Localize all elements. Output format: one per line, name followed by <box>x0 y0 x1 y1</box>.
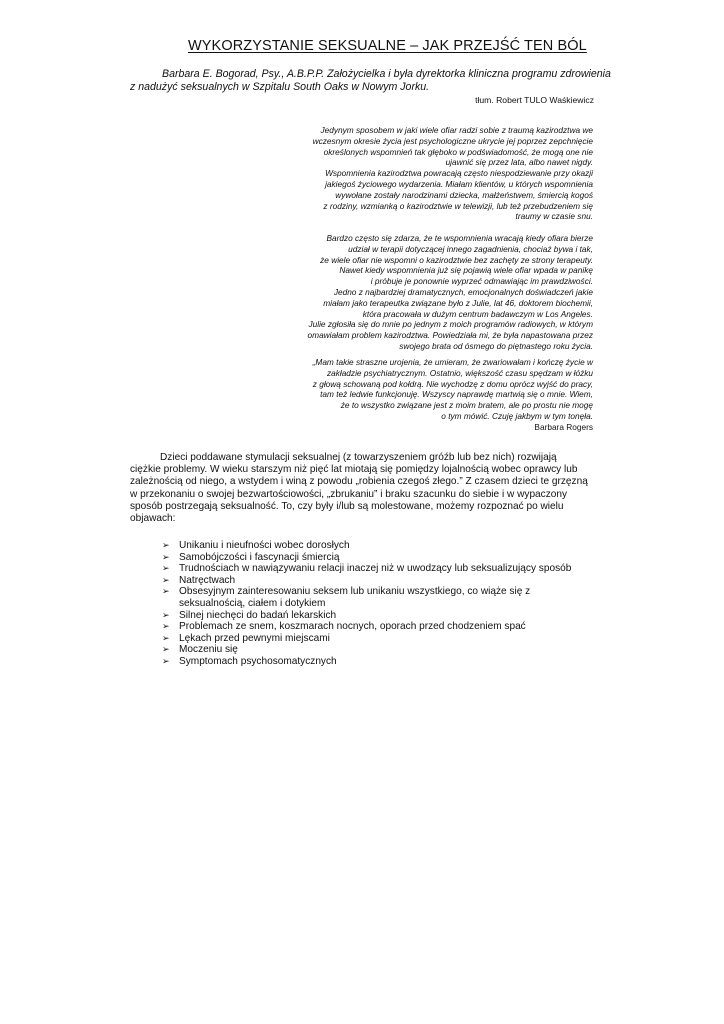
list-item-text: seksualnością, ciałem i dotykiem <box>179 597 326 609</box>
quote-block <box>250 233 593 352</box>
list-item <box>162 633 602 645</box>
quote-line: wywołane zostały narodzinami dziecka, małżeństwem, śmiercią kogoś <box>335 189 593 200</box>
list-item-text: Natręctwach <box>179 574 236 586</box>
list-item <box>162 610 602 622</box>
body-line: w przekonaniu o swojej bezwartościowości, „zbrukaniu” i braku szacunku do siebie i w wypaczony <box>130 488 568 500</box>
quote-line: jakiegoś życiowego wydarzenia. Miałam klientów, u których wspomnienia <box>325 178 593 189</box>
list-item-text: Trudnościach w nawiązywaniu relacji inaczej niż w uwodzący lub seksualizujący sposób <box>179 563 572 575</box>
arrow-bullet-icon: ➢ <box>162 551 170 562</box>
list-item <box>162 621 602 633</box>
arrow-bullet-icon: ➢ <box>162 644 170 655</box>
quote-line: z głową schowaną pod kołdrą. Nie wychodzę z domu oprócz wyjść do pracy, <box>312 378 593 389</box>
list-item <box>162 586 602 609</box>
quote-line: omawiałam problem kazirodztwa. Powiedziała mi, że była napastowana przez <box>307 330 593 341</box>
quote-line: zakładzie psychiatrycznym. Ostatnio, większość czasu spędzam w łóżku <box>326 367 593 378</box>
quote-line: i próbuje je ponownie wyprzeć odmawiając im prawdziwości. <box>370 276 593 287</box>
arrow-bullet-icon: ➢ <box>162 540 170 550</box>
quote-attribution: Barbara Rogers <box>534 421 593 432</box>
quote-line: traumy w czasie snu. <box>515 211 593 222</box>
list-item <box>162 575 602 587</box>
list-item-text: Silnej niechęci do badań lekarskich <box>179 609 337 621</box>
arrow-bullet-icon: ➢ <box>162 609 170 620</box>
author-line: Barbara E. Bogorad, Psy., A.B.P.P. Założycielka i była dyrektorka kliniczna programu zdrowienia <box>162 68 611 80</box>
quote-line: wczesnym okresie życia jest psychologiczne ukrycie jej poprzez zepchnięcie <box>312 135 593 146</box>
quote-line: Bardzo często się zdarza, że te wspomnienia wracają kiedy ofiara bierze <box>326 233 593 243</box>
list-item-text: Symptomach psychosomatycznych <box>179 655 337 667</box>
list-item <box>162 656 602 668</box>
list-item <box>162 540 602 552</box>
quote-line: Jedno z najbardziej dramatycznych, emocjonalnych doświadczeń jakie <box>333 286 593 297</box>
quote-line: Julie zgłosiła się do mnie po jednym z moich programów radiowych, w którym <box>308 319 593 330</box>
body-line: zależnością od niego, a wstydem i winą z powodu „robienia czegoś złego.” Z czasem dzieci te grzęzną <box>130 476 588 488</box>
list-item <box>162 563 602 575</box>
quote-line: Jedynym sposobem w jaki wiele ofiar radzi sobie z traumą kazirodztwa we <box>320 125 593 135</box>
arrow-bullet-icon: ➢ <box>162 563 170 574</box>
symptom-list <box>162 540 602 668</box>
list-item-text: Problemach ze snem, koszmarach nocnych, oporach przed chodzeniem spać <box>179 621 526 633</box>
list-item-text: Lękach przed pewnymi miejscami <box>179 632 330 644</box>
list-item <box>162 644 602 656</box>
list-item-text: Unikaniu i nieufności wobec dorosłych <box>179 540 350 551</box>
arrow-bullet-icon: ➢ <box>162 621 170 632</box>
quote-line: swojego brata od ósmego do piętnastego roku życia. <box>399 340 593 351</box>
quote-line: która pracowała w dużym centrum badawczym w Los Angeles. <box>362 308 593 319</box>
list-item-text: Obsesyjnym zainteresowaniu seksem lub unikaniu wszystkiego, co wiąże się z <box>179 586 531 598</box>
quote-line: udział w terapii dotyczącej innego zagadnienia, chociaż bywa i tak, <box>348 243 593 254</box>
author-line: z nadużyć seksualnych w Szpitalu South Oaks w Nowym Jorku. <box>130 81 430 93</box>
body-line: objawach: <box>130 513 176 525</box>
quote-line: tam też ledwie funkcjonuję. Wszyscy naprawdę martwią się o mnie. Wiem, <box>320 389 593 400</box>
author-byline <box>130 68 611 94</box>
quote-line: ujawnić się przez lata, albo nawet nigdy. <box>445 157 593 168</box>
arrow-bullet-icon: ➢ <box>162 574 170 585</box>
arrow-bullet-icon: ➢ <box>162 655 170 666</box>
body-line: ciężkie problemy. W wieku starszym niż pięć lat miotają się pomiędzy lojalnością wobec oprawcy lub <box>130 464 578 476</box>
quote-line: Nawet kiedy wspomnienia już się pojawią wiele ofiar wpada w panikę <box>339 265 593 276</box>
arrow-bullet-icon: ➢ <box>162 632 170 643</box>
quote-block <box>250 357 593 433</box>
quote-line: z rodziny, wzmianką o kazirodztwie w telewizji, lub też przebudzeniem się <box>323 200 593 211</box>
quote-line: „Mam takie straszne urojenia, że umieram, że zwariowałam i kończę życie w <box>312 357 593 367</box>
body-line: Dzieci poddawane stymulacji seksualnej (z towarzyszeniem gróźb lub bez nich) rozwijają <box>160 452 557 463</box>
quote-line: określonych wspomnień tak głęboko w podświadomość, że mogą one nie <box>323 146 593 157</box>
page-title: WYKORZYSTANIE SEKSUALNE – JAK PRZEJŚĆ TEN BÓL <box>188 38 587 54</box>
list-item-text: Samobójczości i fascynacji śmiercią <box>179 551 340 563</box>
quote-line: że to wszystko związane jest z moim bratem, ale po prostu nie mogę <box>340 400 593 411</box>
translator-credit: tłum. Robert TULO Waśkiewicz <box>475 95 594 105</box>
quote-line: o tym mówić. Czuję jakbym w tym tonęła. <box>441 410 593 421</box>
list-item-text: Moczeniu się <box>179 644 238 656</box>
body-paragraph <box>130 452 594 525</box>
quote-line: Wspomnienia kazirodztwa powracają często niespodziewanie przy okazji <box>325 168 593 179</box>
body-line: sposób postrzegają seksualność. To, czy były i/lub są molestowane, możemy rozpoznać po wielu <box>130 500 564 512</box>
quote-line: miałam jako terapeutka związane było z Julie, lat 46, doktorem biochemii, <box>323 297 593 308</box>
quote-block <box>250 125 593 222</box>
arrow-bullet-icon: ➢ <box>162 586 170 597</box>
quote-line: że wiele ofiar nie wspomni o kazirodztwie bez zachęty ze strony terapeuty. <box>320 254 593 265</box>
list-item <box>162 552 602 564</box>
